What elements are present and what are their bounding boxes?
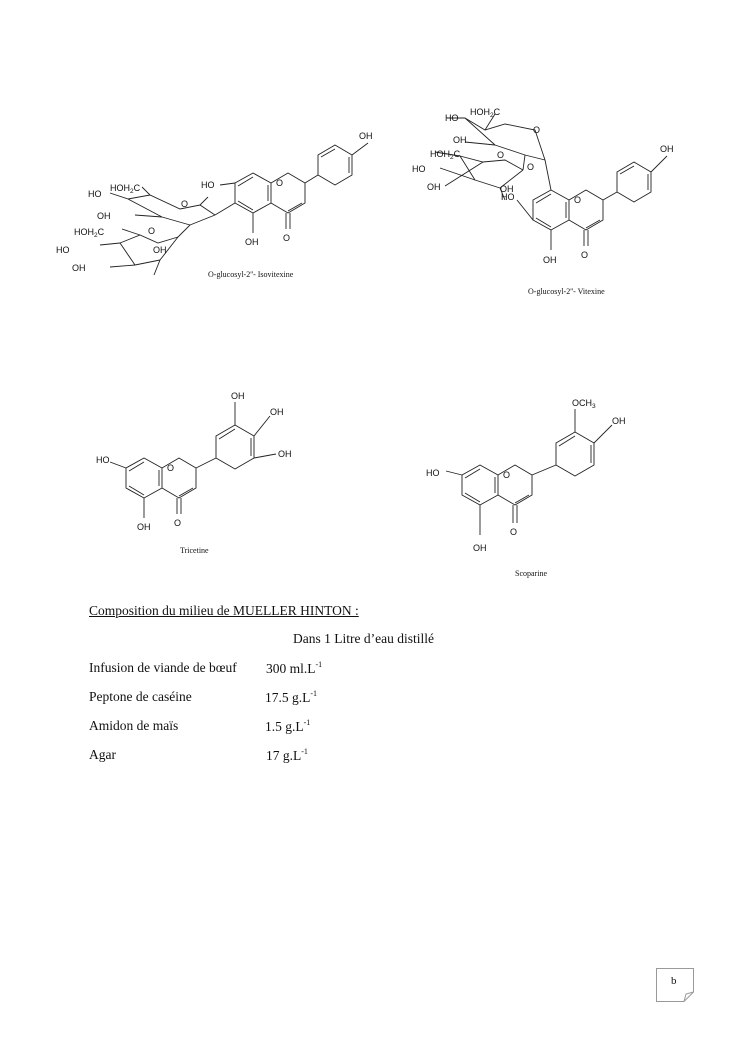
isovitexin-sugar1-ho: HO: [88, 189, 102, 199]
ingredient-name: Agar: [89, 747, 116, 762]
ingredient-name: Infusion de viande de bœuf: [89, 660, 237, 675]
vitexin-caption: O-glucosyl-2''- Vitexine: [528, 287, 605, 296]
vitexin-sugar1-o: O: [533, 125, 541, 135]
ingredient-value: 1.5 $g.L^{-1}$: [265, 718, 311, 734]
isovitexin-oh-b: OH: [359, 131, 373, 141]
page-number: b: [671, 975, 677, 987]
isovitexin-sugar2-oh-a: OH: [72, 263, 86, 273]
ingredient-value: 300 $ml.L^{-1}$: [266, 660, 323, 676]
tricetin-oh-3: OH: [231, 391, 245, 401]
scoparin-och3: $OCH_3$: [572, 398, 596, 410]
vitexin-oh-b: OH: [660, 144, 674, 154]
isovitexin-sugar1-o: O: [181, 199, 189, 209]
vitexin-oh-5: OH: [543, 255, 557, 265]
ingredient-name: Peptone de caséine: [89, 689, 192, 704]
scoparin-ring-o: O: [503, 470, 511, 480]
isovitexin-sugar1-oh: OH: [97, 211, 111, 221]
vitexin-structure: [405, 100, 695, 275]
isovitexin-oh-5: OH: [245, 237, 259, 247]
isovitexin-sugar2-o: O: [148, 226, 156, 236]
vitexin-glyco-o: O: [527, 162, 535, 172]
tricetin-ho-7: HO: [96, 455, 110, 465]
vitexin-sugar1-oh-b: OH: [500, 184, 514, 194]
tricetin-ketone: O: [174, 518, 182, 528]
vitexin-sugar1-oh-a: OH: [453, 135, 467, 145]
isovitexin-sugar2-ho: HO: [56, 245, 70, 255]
ingredient-value: 17.5 $g.L^{-1}$: [265, 689, 318, 705]
scoparin-structure: [422, 393, 642, 563]
tricetin-oh-5: OH: [137, 522, 151, 532]
tricetin-oh-4: OH: [270, 407, 284, 417]
medium-row: [89, 747, 308, 763]
vitexin-sugar2-hoh2c: $HOH_2C$: [430, 149, 461, 161]
isovitexin-sugar2-hoh2c: $HOH_2C$: [74, 227, 105, 239]
vitexin-sugar1-ho: HO: [445, 113, 459, 123]
vitexin-sugar1-hoh2c: $HOH_2C$: [470, 107, 501, 119]
tricetin-structure: [92, 388, 312, 548]
ingredient-value: 17 $g.L^{-1}$: [266, 747, 308, 763]
isovitexin-ketone: O: [283, 233, 291, 243]
scoparin-ho-7: HO: [426, 468, 440, 478]
vitexin-ketone: O: [581, 250, 589, 260]
tricetin-oh-5p: OH: [278, 449, 292, 459]
isovitexin-ho-7: HO: [201, 180, 215, 190]
isovitexin-sugar1-hoh2c: $HOH_2C$: [110, 183, 141, 195]
medium-row: [89, 689, 318, 705]
page-number-box: [656, 968, 694, 1002]
isovitexin-structure: [50, 125, 380, 275]
scoparin-oh-4: OH: [612, 416, 626, 426]
tricetin-caption: Tricetine: [180, 546, 209, 555]
medium-subtitle: Dans 1 Litre d’eau distillé: [293, 631, 434, 646]
isovitexin-sugar2-oh-b: OH: [153, 245, 167, 255]
vitexin-sugar2-o: O: [497, 150, 505, 160]
medium-row: [89, 718, 311, 734]
vitexin-ring-o: O: [574, 195, 582, 205]
vitexin-sugar2-ho: HO: [412, 164, 426, 174]
isovitexin-ring-o: O: [276, 178, 284, 188]
scoparin-ketone: O: [510, 527, 518, 537]
vitexin-sugar2-oh: OH: [427, 182, 441, 192]
tricetin-ring-o: O: [167, 463, 175, 473]
scoparin-oh-5: OH: [473, 543, 487, 553]
medium-title: Composition du milieu de MUELLER HINTON :: [89, 603, 359, 618]
ingredient-name: Amidon de maïs: [89, 718, 179, 733]
scoparin-caption: Scoparine: [515, 569, 547, 578]
vitexin-ho-7: HO: [501, 192, 515, 202]
medium-row: [89, 660, 323, 676]
isovitexin-caption: O-glucosyl-2''- Isovitexine: [208, 270, 294, 279]
